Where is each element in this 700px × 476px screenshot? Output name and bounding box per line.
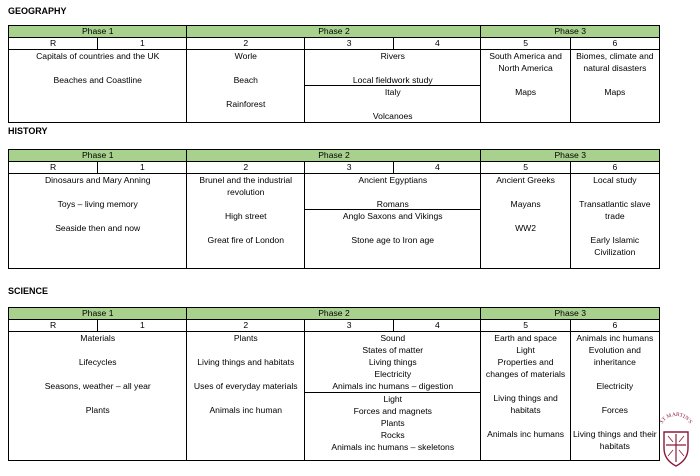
topic-line: Animals inc humans [576,333,654,343]
topic-line: Local study [593,175,637,185]
crest-motto-text: ST MARTIN'S [658,412,694,426]
topic-line: Ancient Egyptians [358,175,428,185]
phase-1-header: Phase 1 [9,26,187,38]
topic-line: Plants [233,333,258,343]
year-2: 2 [187,38,305,50]
year2-topics [187,50,305,123]
history-heading: HISTORY [8,126,48,136]
line-gap [188,222,303,234]
topic-line: Animals inc humans [487,429,565,439]
line-gap [305,98,480,110]
topic-line: Plants [85,405,110,415]
year-r: R [9,320,98,332]
topics-row [9,50,660,123]
phase-3-header: Phase 3 [481,26,660,38]
geography-heading: GEOGRAPHY [8,6,67,16]
phase-2-header: Phase 2 [187,26,481,38]
topic-line: Evolution and inheritance [588,345,641,367]
topic-line: Lifecycles [78,357,117,367]
phase-2-header: Phase 2 [187,308,481,320]
line-gap [572,368,658,380]
year-1: 1 [98,162,187,174]
line-gap [572,416,658,428]
line-gap [572,186,658,198]
year6-topics [570,332,659,461]
year-row [9,320,660,332]
topic-line: Italy [384,87,401,97]
line-gap [188,344,303,356]
topic-line: Brunel and the industrial revolution [199,175,293,197]
year-r: R [9,38,98,50]
line-gap [572,392,658,404]
topic-line: Local fieldwork study [352,75,433,85]
topic-line: Sound [380,333,406,343]
topic-line: Capitals of countries and the UK [36,51,160,61]
year-row [9,162,660,174]
year-row [9,38,660,50]
line-gap [305,222,480,234]
topic-line: WW2 [515,223,537,233]
topic-line: States of matter [362,345,424,355]
phase1-topics [9,332,187,461]
topic-line: Maps [515,87,537,97]
topic-line: Beach [233,75,258,85]
topic-line: Light [383,394,403,404]
phase-row [9,150,660,162]
science-table [8,307,660,461]
year-4: 4 [394,38,481,50]
topic-line: Great fire of London [207,235,284,245]
phase-row [9,26,660,38]
topic-line: South America and North America [489,51,562,73]
topic-line: Forces and magnets [353,406,432,416]
year34-top-block [305,174,480,210]
topic-line: Seaside then and now [55,223,141,233]
topic-line: High street [224,211,267,221]
year2-topics [187,332,305,461]
line-gap [188,86,303,98]
topic-line: Biomes, climate and natural disasters [576,51,654,73]
year34-top-block [305,332,480,393]
topic-line: Rocks [380,430,405,440]
year-1: 1 [98,38,187,50]
topic-line: Animals inc humans – skeletons [331,442,455,452]
topics-row [9,332,660,461]
topic-line: Maps [604,87,626,97]
year-1: 1 [98,320,187,332]
topic-line: Properties and changes of materials [485,357,566,379]
year34-bottom-block [305,86,480,122]
year34-topics [305,50,481,123]
line-gap [482,210,568,222]
topic-line: Romans [376,199,409,209]
topic-line: Dinosaurs and Mary Anning [44,175,151,185]
science-heading: SCIENCE [8,286,49,296]
topic-line: Ancient Greeks [496,175,555,185]
topic-line: Mayans [510,199,541,209]
year6-topics [570,50,659,123]
line-gap [572,222,658,234]
year34-topics [305,332,481,461]
line-gap [10,392,185,404]
topic-line: Worle [234,51,257,61]
line-gap [10,368,185,380]
school-crest-logo [656,412,696,468]
line-gap [10,344,185,356]
year-4: 4 [394,162,481,174]
year-5: 5 [481,162,570,174]
topic-line: Stone age to Iron age [351,235,435,245]
topic-line: Uses of everyday materials [193,381,298,391]
line-gap [482,380,568,392]
year-5: 5 [481,320,570,332]
topic-line: Living things [368,357,417,367]
topic-line: Beaches and Coastline [53,75,142,85]
year-4: 4 [394,320,481,332]
topic-line: Anglo Saxons and Vikings [342,211,443,221]
line-gap [10,62,185,74]
phase1-topics [9,50,187,123]
year-6: 6 [570,320,659,332]
topic-line: Seasons, weather – all year [44,381,151,391]
topic-line: Rivers [380,51,405,61]
phase-1-header: Phase 1 [9,150,187,162]
year-3: 3 [305,320,394,332]
line-gap [188,198,303,210]
topic-line: Animals inc humans – digestion [332,381,454,391]
topic-line: Toys – living memory [57,199,138,209]
history-table [8,149,660,269]
line-gap [482,186,568,198]
topic-line: Electricity [374,369,412,379]
year2-topics [187,174,305,269]
topic-line: Forces [601,405,628,415]
phase-3-header: Phase 3 [481,150,660,162]
line-gap [10,210,185,222]
phase-1-header: Phase 1 [9,308,187,320]
phase-3-header: Phase 3 [481,308,660,320]
year34-bottom-block [305,210,480,246]
year-3: 3 [305,162,394,174]
year-6: 6 [570,38,659,50]
phase-2-header: Phase 2 [187,150,481,162]
topic-line: Materials [80,333,116,343]
geography-table [8,25,660,123]
topic-line: Rainforest [226,99,266,109]
topic-line: Living things and their habitats [573,429,657,451]
line-gap [305,62,480,74]
year-r: R [9,162,98,174]
line-gap [482,74,568,86]
year-5: 5 [481,38,570,50]
topic-line: Early Islamic Civilization [590,235,640,257]
topic-line: Electricity [596,381,634,391]
line-gap [482,416,568,428]
year34-top-block [305,50,480,86]
line-gap [188,368,303,380]
line-gap [10,186,185,198]
topic-line: Transatlantic slave trade [579,199,651,221]
year-2: 2 [187,162,305,174]
year5-topics [481,332,570,461]
topics-row [9,174,660,269]
line-gap [305,186,480,198]
topic-line: Living things and habitats [493,393,558,415]
topic-line: Animals inc human [209,405,283,415]
line-gap [188,392,303,404]
line-gap [572,74,658,86]
topic-line: Light [516,345,535,355]
topic-line: Earth and space [494,333,557,343]
year5-topics [481,174,570,269]
topic-line: Plants [380,418,405,428]
year6-topics [570,174,659,269]
line-gap [188,62,303,74]
year-2: 2 [187,320,305,332]
phase-row [9,308,660,320]
year34-bottom-block [305,393,480,453]
year-6: 6 [570,162,659,174]
year5-topics [481,50,570,123]
year-3: 3 [305,38,394,50]
phase1-topics [9,174,187,269]
year34-topics [305,174,481,269]
topic-line: Volcanoes [372,111,413,121]
topic-line: Living things and habitats [197,357,295,367]
